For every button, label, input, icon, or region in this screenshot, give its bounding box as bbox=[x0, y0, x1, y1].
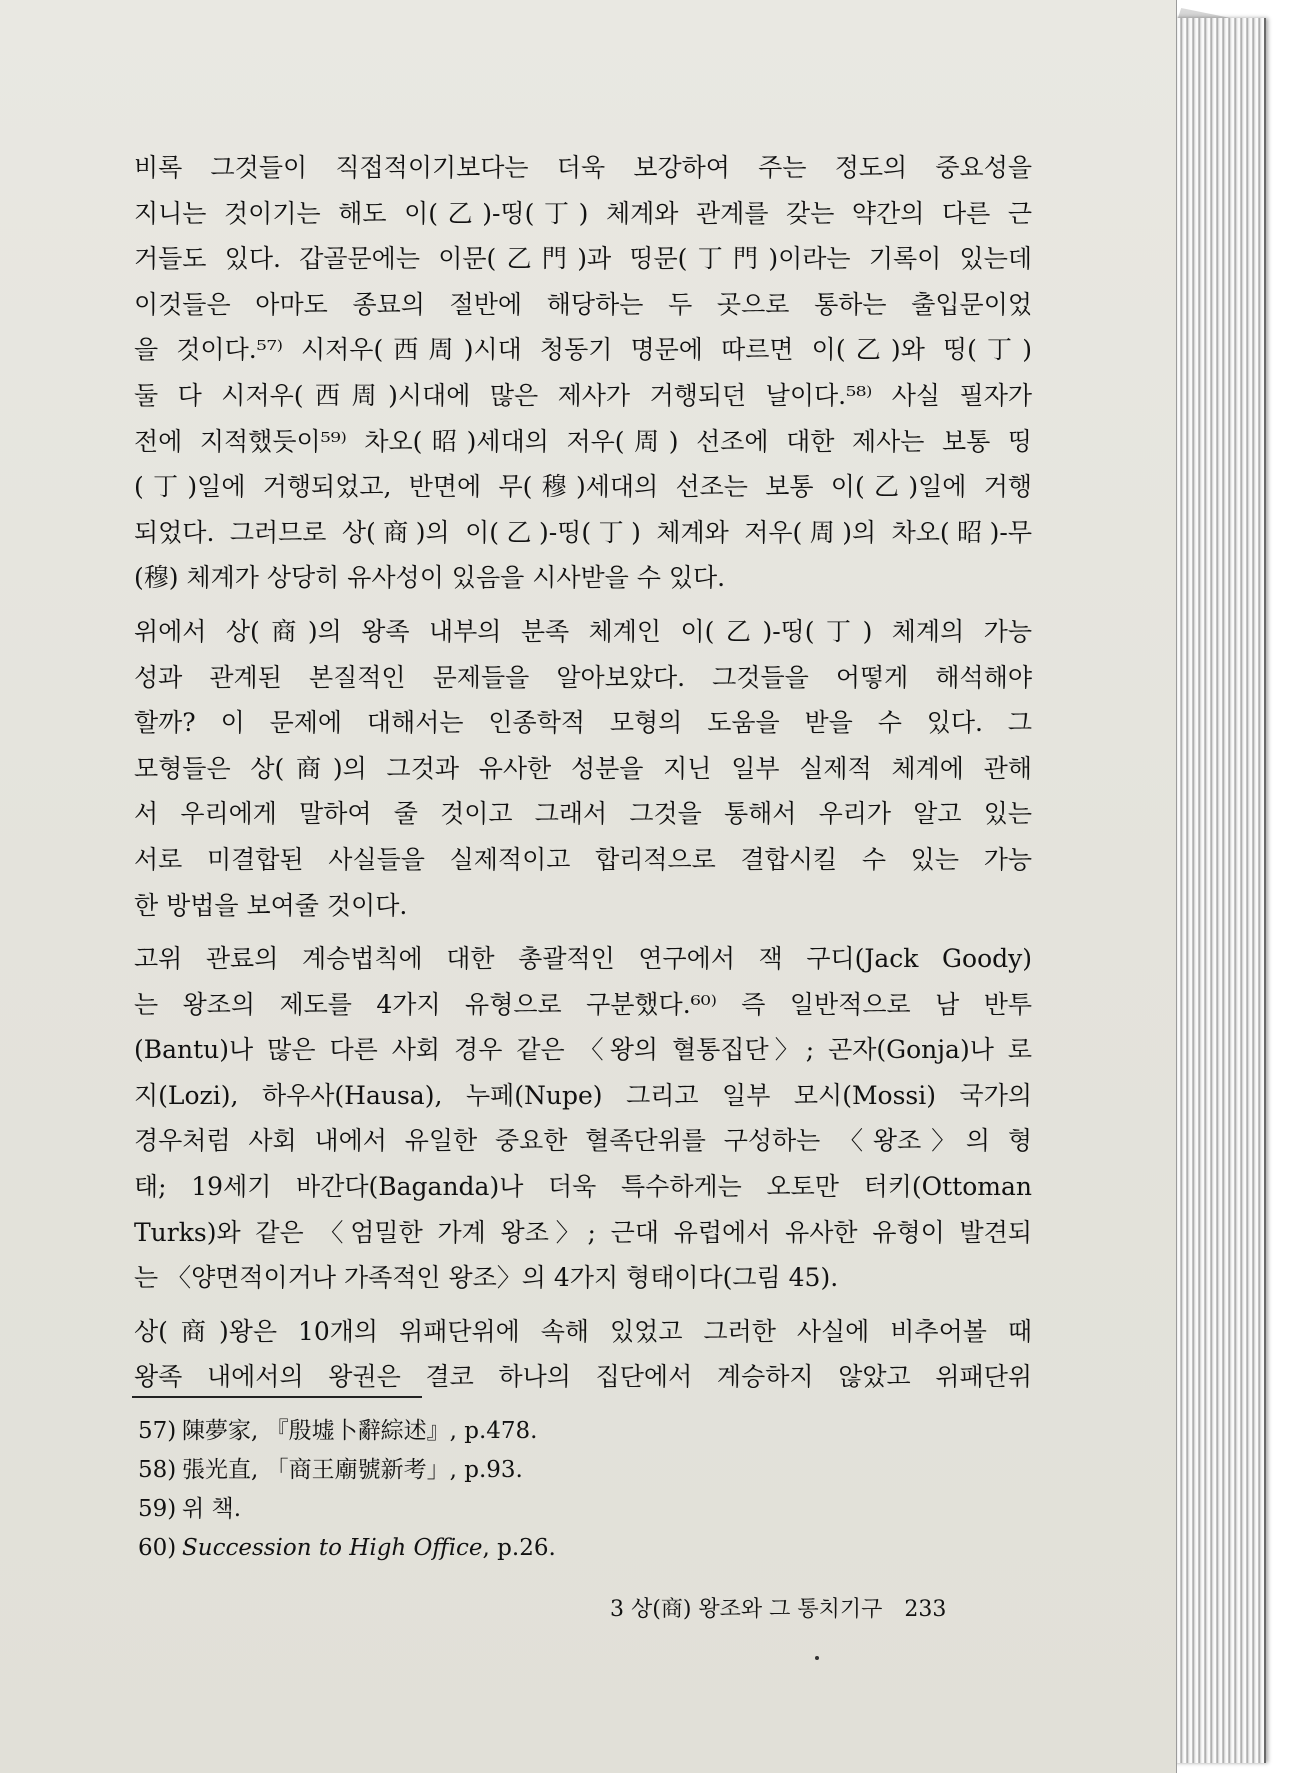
text-line: 을 것이다.⁵⁷⁾ 시저우(西周)시대 청동기 명문에 따르면 이(乙)와 띵(丁) bbox=[134, 335, 1032, 365]
text-line: (穆) 체계가 상당히 유사성이 있음을 시사받을 수 있다. bbox=[134, 563, 726, 593]
footnote-text: , p.26. bbox=[482, 1535, 556, 1561]
footnote-number: 59) bbox=[138, 1496, 177, 1522]
text-line: 상(商)왕은 10개의 위패단위에 속해 있었고 그러한 사실에 비추어볼 때 bbox=[134, 1316, 1032, 1346]
text-line: (Bantu)나 많은 다른 사회 경우 같은 〈왕의 혈통집단〉; 곤자(Gonja)나 로 bbox=[134, 1035, 1032, 1065]
footnote-number: 60) bbox=[138, 1535, 177, 1561]
footnote-separator bbox=[132, 1396, 422, 1398]
text-line: 전에 지적했듯이⁵⁹⁾ 차오(昭)세대의 저우(周) 선조에 대한 제사는 보통 띵 bbox=[134, 426, 1032, 456]
text-line: 되었다. 그러므로 상(商)의 이(乙)-띵(丁) 체계와 저우(周)의 차오(昭)-무 bbox=[134, 517, 1032, 547]
paragraph-1 bbox=[108, 145, 1032, 601]
text-line: 지(Lozi), 하우사(Hausa), 누페(Nupe) 그리고 일부 모시(Mossi) 국가의 bbox=[134, 1080, 1032, 1110]
footnote-title-italic: Succession to High Office bbox=[182, 1535, 483, 1561]
footnote-text: 위 책. bbox=[182, 1496, 242, 1522]
text-line: 는 〈양면적이거나 가족적인 왕조〉의 4가지 형태이다(그림 45). bbox=[134, 1263, 839, 1293]
footnote-text: 張光直, 「商王廟號新考」, p.93. bbox=[182, 1457, 523, 1483]
footnote-text: 陳夢家, 『殷墟卜辭綜述』, p.478. bbox=[182, 1418, 538, 1444]
chapter-title: 3 상(商) 왕조와 그 통치기구 bbox=[610, 1597, 883, 1622]
book-page-edges bbox=[1172, 18, 1266, 1763]
text-line: 서로 미결합된 사실들을 실제적이고 합리적으로 결합시킬 수 있는 가능 bbox=[134, 844, 1032, 874]
text-line: 비록 그것들이 직접적이기보다는 더욱 보강하여 주는 정도의 중요성을 bbox=[134, 153, 1032, 182]
footnote-60 bbox=[138, 1529, 838, 1568]
text-line: 경우처럼 사회 내에서 유일한 중요한 혈족단위를 구성하는 〈왕조〉의 형 bbox=[134, 1126, 1032, 1156]
footnote-57 bbox=[138, 1412, 838, 1451]
text-line: 할까? 이 문제에 대해서는 인종학적 모형의 도움을 받을 수 있다. 그 bbox=[134, 708, 1032, 738]
footnote-58 bbox=[138, 1451, 838, 1490]
paper-speck bbox=[815, 1656, 819, 1660]
footnote-number: 58) bbox=[138, 1457, 177, 1483]
text-line: 서 우리에게 말하여 줄 것이고 그래서 그것을 통해서 우리가 알고 있는 bbox=[134, 799, 1032, 829]
paragraph-4 bbox=[108, 1309, 1032, 1400]
paragraph-3 bbox=[108, 936, 1032, 1301]
body-text bbox=[108, 145, 1032, 1408]
text-line: 지니는 것이기는 해도 이(乙)-띵(丁) 체계와 관계를 갖는 약간의 다른 근 bbox=[134, 198, 1032, 228]
page-number: 233 bbox=[904, 1597, 947, 1622]
footnote-59 bbox=[138, 1490, 838, 1529]
text-line: 위에서 상(商)의 왕족 내부의 분족 체계인 이(乙)-띵(丁) 체계의 가능 bbox=[134, 616, 1032, 646]
text-line: 둘 다 시저우(西周)시대에 많은 제사가 거행되던 날이다.⁵⁸⁾ 사실 필자가 bbox=[134, 380, 1032, 410]
text-line: 고위 관료의 계승법칙에 대한 총괄적인 연구에서 잭 구디(Jack Goody) bbox=[134, 944, 1032, 974]
text-line: 이것들은 아마도 종묘의 절반에 해당하는 두 곳으로 통하는 출입문이었 bbox=[134, 289, 1032, 319]
text-line: 성과 관계된 본질적인 문제들을 알아보았다. 그것들을 어떻게 해석해야 bbox=[134, 662, 1032, 692]
text-line: 태; 19세기 바간다(Baganda)나 더욱 특수하게는 오토만 터키(Ottoman bbox=[134, 1172, 1032, 1202]
running-footer bbox=[610, 1592, 946, 1623]
text-line: (丁)일에 거행되었고, 반면에 무(穆)세대의 선조는 보통 이(乙)일에 거행 bbox=[134, 472, 1032, 502]
text-line: 한 방법을 보여줄 것이다. bbox=[134, 890, 408, 920]
paragraph-2 bbox=[108, 609, 1032, 928]
text-line: 왕족 내에서의 왕권은 결코 하나의 집단에서 계승하지 않았고 위패단위 bbox=[134, 1362, 1032, 1392]
text-line: 거들도 있다. 갑골문에는 이문(乙門)과 띵문(丁門)이라는 기록이 있는데 bbox=[134, 244, 1032, 274]
footnotes bbox=[138, 1412, 838, 1568]
text-line: 는 왕조의 제도를 4가지 유형으로 구분했다.⁶⁰⁾ 즉 일반적으로 남 반투 bbox=[134, 989, 1032, 1019]
text-line: 모형들은 상(商)의 그것과 유사한 성분을 지닌 일부 실제적 체계에 관해 bbox=[134, 753, 1032, 783]
footnote-number: 57) bbox=[138, 1418, 177, 1444]
text-line: Turks)와 같은 〈엄밀한 가계 왕조〉; 근대 유럽에서 유사한 유형이 발견되 bbox=[134, 1217, 1032, 1247]
